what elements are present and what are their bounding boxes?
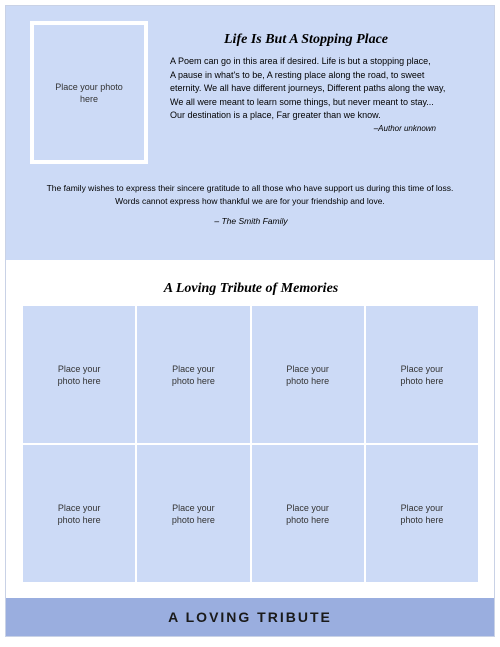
poem-line: A pause in what's to be, A resting place along the road, to sweet — [170, 69, 425, 80]
photo-cell-line1: Place your — [172, 363, 215, 374]
poem-line: Our destination is a place, Far greater than we know. — [170, 110, 381, 120]
poem-line: A Poem can go in this area if desired. Life is but a stopping place, — [170, 56, 431, 66]
photo-cell-line2: photo here — [57, 375, 101, 386]
photo-cell[interactable] — [23, 445, 135, 582]
poem-line: eternity. We all have different journeys, Different paths along the way, — [170, 83, 446, 93]
photo-cell-line2: photo here — [400, 375, 444, 386]
photo-cell[interactable] — [366, 445, 478, 582]
photo-cell[interactable] — [252, 445, 364, 582]
main-photo-placeholder[interactable] — [30, 21, 148, 164]
photo-cell-line2: photo here — [286, 375, 330, 386]
photo-cell-line1: Place your — [286, 363, 329, 374]
photo-cell-line2: photo here — [400, 514, 444, 525]
program-page — [5, 5, 495, 637]
main-photo-placeholder-text: Place your photo here — [55, 81, 123, 104]
poem-author: –Author unknown — [373, 124, 436, 133]
photo-cell-line1: Place your — [400, 363, 444, 374]
poem-title: Life Is But A Stopping Place — [224, 32, 388, 47]
gratitude-message: The family wishes to express their sincere gratitude to all those who have support us during this time of loss. Words cannot express how thankful we are for your friendship and love. — [46, 183, 454, 206]
photo-cell-line1: Place your — [400, 502, 444, 513]
poem-body — [170, 55, 470, 123]
footer-title: A LOVING TRIBUTE — [168, 609, 332, 625]
photo-cell-line1: Place your — [172, 502, 215, 513]
poem-line: We all were meant to learn some things, but never meant to stay... — [170, 96, 434, 107]
photo-cell-line2: photo here — [171, 375, 215, 386]
photo-cell[interactable] — [366, 306, 478, 443]
photo-cell[interactable] — [23, 306, 135, 443]
photo-cell-line2: photo here — [57, 514, 101, 525]
photo-grid — [23, 306, 478, 582]
family-signature: – The Smith Family — [214, 216, 288, 226]
footer-banner — [6, 598, 494, 636]
photo-cell[interactable] — [137, 306, 249, 443]
photo-cell-line1: Place your — [57, 363, 101, 374]
photo-cell[interactable] — [137, 445, 249, 582]
photo-cell-line1: Place your — [57, 502, 101, 513]
photo-cell[interactable] — [252, 306, 364, 443]
top-panel — [6, 6, 494, 260]
tribute-heading: A Loving Tribute of Memories — [163, 281, 339, 296]
photo-cell-line2: photo here — [171, 514, 215, 525]
photo-cell-line2: photo here — [286, 514, 330, 525]
photo-cell-line1: Place your — [286, 502, 329, 513]
